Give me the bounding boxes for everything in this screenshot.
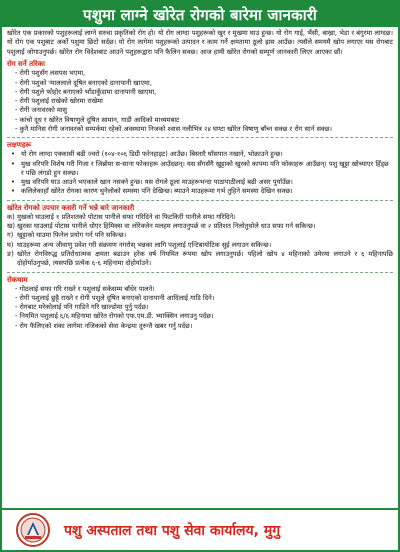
- list-item: [7, 231, 393, 240]
- list-item: - नियमित पशुलाई ६/६ महिनामा खोरेत रोगको एफ.एम.डी. भ्याक्सिन लगाउनु पर्दछ।: [7, 312, 393, 321]
- list-item: - रोगी पशुलाई राखेको खोरमा राखेमा: [7, 97, 393, 106]
- item-marker: ङ): [7, 249, 14, 258]
- list-item: - कांचो दूध र खोरेत विषाणुले दूषित सामान, गाडी आदिको माध्यमबाट: [7, 116, 393, 125]
- item-text: खुरका घाउलाई पोटास पानीले धोएर हिमिक्स वा लोरेक्जेन मलहम लगाउनुपर्छ वा २ प्रतिशत निलोतुथोले धाउ सफा गर्न सकिन्छ।: [17, 222, 316, 231]
- symptoms-list: [7, 150, 393, 196]
- prevention-list: [7, 285, 393, 331]
- spread-section: [7, 60, 393, 134]
- item-text: घाउहरूमा अन्य जीवाणु प्रवेश गरी संक्रमण नगरोस् भन्नका लागि पशुलाई एन्टिबायोटिक सुई लगाउन सकिन्छ।: [17, 240, 272, 249]
- list-item: - रोगबाट मरेकोलाई पनि गाडिने गरि खाल्डोमा पुर्नु पर्दछ।: [7, 303, 393, 312]
- treatment-section: [7, 204, 393, 269]
- list-item: • कलिलेकाहाँ खोरेत रोगका कारण थुनेलोको समस्या पनि देखिन्छ। ब्याउने माउहरूमा गर्भ तुहिने समस्या देखिन सक्छ।: [7, 187, 393, 196]
- intro-paragraph: खोरेत एक प्रकारको पशुहरूलाई लाग्ने सरुवा प्रकृतिको रोग हो। यो रोग लाग्दा पशुहरूको खुर र मुखमा घाउ हुन्छ। यो रोग गाई, भैंसी, बाख्रा, भेडा र बंगुरमा लाग्दछ। यो रोग एक पशुबाट अर्को पशुमा छिटो सर्दछ। यो रोग लागेमा पशुहरूको उत्पादन र काम गर्ने क्षमतामा ठूलो ह्रास आउँछ। त्यसैले समयमै खोप लगाएर यस रोगबाट पशुलाई जोगाउनुपर्छ। खोरेत रोग विदेशबाट आउने पशुहरूद्वारा पनि फैलिन सक्छ। आज हामी खोरेत रोगको सम्पूर्ण जानकारी लिएर आएका छौं।: [7, 29, 393, 56]
- list-item: [7, 222, 393, 231]
- treatment-heading: खोरेत रोगको उपचार कसरी गर्ने भन्ने बारे जानकारी: [7, 203, 135, 212]
- prevention-section: [7, 276, 393, 331]
- list-item: - रोग फैलिएको शंका लागेमा नजिकको सेवा केन्द्रमा तुरुन्तै खबर गर्नु पर्दछ।: [7, 322, 393, 331]
- list-item: • मुख वरिपरि विशेष गरी गिजा र जिब्रोमा स-साना फोकाहरू आउँदछन्। यस सँगसँगै खुट्टाको खुरको कापमा पनि फोकाहरू आउँछन्। पशु खुट्टा खोच्याएर हिँड्छ र पछि लंगडो हुन सक्छ।: [7, 160, 393, 179]
- symptoms-section: [7, 141, 393, 196]
- list-item: - रोगी पशुसँग लसपस भएमा,: [7, 69, 393, 78]
- list-item: - रोगी पशुले फोहोर बनाएको भाँडाकुँडामा दानापानी खाएमा,: [7, 88, 393, 97]
- list-item: - कुनै मानिस रोगी जनावरको सम्पर्कमा रहेको अवस्थामा निजको श्वास नलीभित्र २४ घण्टा खोरेत विषाणु बाँच्न सक्छ र रोग सार्न सक्छ।: [7, 125, 393, 134]
- list-item: - रोगी जनावरको मासु: [7, 106, 393, 115]
- divider: [7, 200, 393, 201]
- office-name: पशु अस्पताल तथा पशु सेवा कार्यालय, मुगु: [64, 522, 281, 539]
- item-text: खुट्टाको घाउमा फिनेल प्रयोग गर्न पनि सकिन्छ।: [17, 231, 127, 240]
- spread-list: [7, 69, 393, 134]
- list-item: [7, 213, 393, 222]
- item-marker: ग): [7, 231, 14, 240]
- item-marker: ख): [7, 222, 15, 231]
- symptoms-heading: लक्षणहरू: [7, 141, 31, 150]
- list-item: - रोगी पशुको ऱ्याललाले दूषित बनाएको दानापानी खाएमा,: [7, 79, 393, 88]
- treatment-list: [7, 213, 393, 269]
- divider: [7, 137, 393, 138]
- item-text: खोरेत रोगविरुद्ध प्रतिरोधात्मक क्षमता बढाउन हरेक वर्ष नियमित रूपमा खोप लगाउनुपर्छ। पहिलो खोप ४ महिनाको उमेरमा लगाउने र ६ महिनापछि दोहोर्याउनुपर्छ, त्यसपछि प्रत्येक ६-६ महिनामा दोहोर्याउने।: [17, 249, 393, 268]
- list-item: [7, 250, 393, 269]
- item-text: मुखको घाउलाई १ प्रतिशतको पोटास पानीले सफा गरिदिने वा फिटकिरी पानीले सफा गरिदिने।: [17, 212, 236, 221]
- spread-heading: रोग सर्ने तरिका: [7, 60, 45, 69]
- poster-body: [2, 27, 398, 510]
- page-title: पशुमा लाग्ने खोरेत रोगको बारेमा जानकारी: [83, 5, 317, 24]
- item-marker: घ): [7, 240, 14, 249]
- list-item: - गोठलाई सफा गरि राख्ने र पशुलाई सकेसम्म बाँधेर पालने।: [7, 285, 393, 294]
- list-item: • यो रोग लाग्दा एक्कासी बढी ज्वरो (१०४-१०६ डिग्री फरेनहाइट) आउँछ। बिस्तारै घाँसपात नखाने, भोक्राउने हुन्छ।: [7, 150, 393, 159]
- divider: [7, 272, 393, 273]
- footer: [2, 508, 398, 550]
- list-item: [7, 241, 393, 250]
- nepal-government-emblem-icon: [16, 513, 50, 547]
- title-bar: [2, 2, 398, 27]
- list-item: • मुख वरिपरि घाउ आउने भएकाले खान नसक्ने हुन्छ। यस रोगले ठूला माउहरूभन्दा पाठापाठीलाई बढी असर पुर्याउँछ।: [7, 178, 393, 187]
- item-marker: क): [7, 212, 15, 221]
- prevention-heading: रोकथाम: [7, 275, 28, 284]
- list-item: - रोगी पशुलाई छुट्टै राख्ने र रोगी पशुले दूषित बनाएको दानापानी आदिलाई गाडि दिने।: [7, 294, 393, 303]
